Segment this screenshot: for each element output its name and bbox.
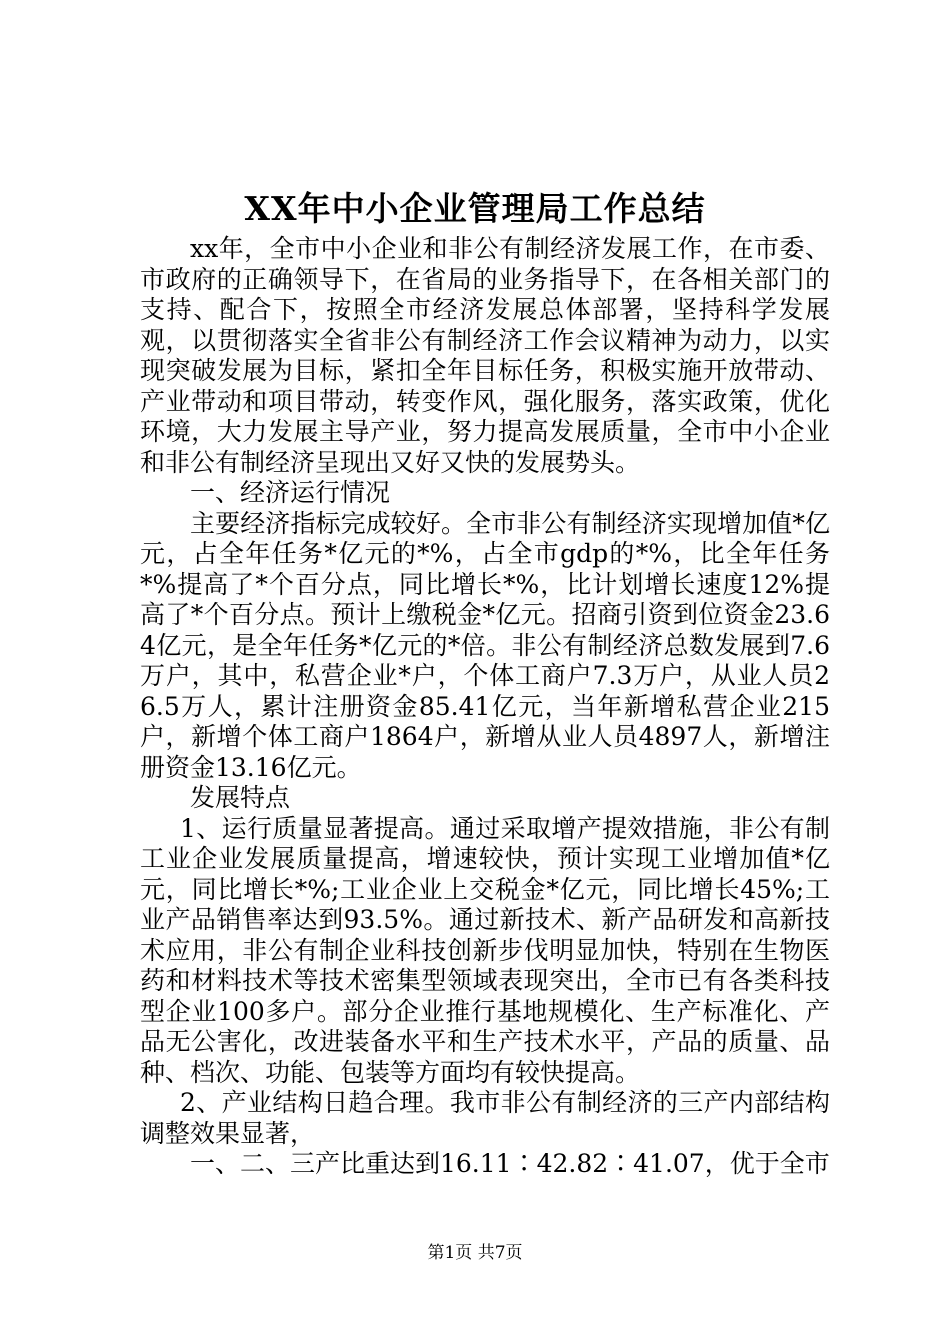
document-title: XX年中小企业管理局工作总结 xyxy=(244,189,706,228)
section-heading-features: 发展特点 xyxy=(190,783,291,812)
page-number-footer: 第1页 共7页 xyxy=(427,1243,523,1263)
paragraph-industry-structure: 2、产业结构日趋合理。我市非公有制经济的三产内部结构调整效果显著， xyxy=(140,1088,830,1148)
paragraph-intro: xx年，全市中小企业和非公有制经济发展工作，在市委、市政府的正确领导下，在省局的业务指导下，在各相关部门的支持、配合下，按照全市经济发展总体部署，坚持科学发展观，以贯彻落实全省非公有制经济工作会议精神为动力，以实现突破发展为目标，紧扣全年目标任务，积极实施开放带动、产业带动和项目带动，转变作风，强化服务，落实政策，优化环境，大力发展主导产业，努力提高发展质量，全市中小企业和非公有制经济呈现出又好又快的发展势头。 xyxy=(140,234,830,477)
paragraph-main-indicators: 主要经济指标完成较好。全市非公有制经济实现增加值*亿元，占全年任务*亿元的*%，占全市gdp的*%，比全年任务*%提高了*个百分点，同比增长*%，比计划增长速度12%提高了*个百分点。预计上缴税金*亿元。招商引资到位资金23.64亿元，是全年任务*亿元的*倍。非公有制经济总数发展到7.6万户，其中，私营企业*户，个体工商户7.3万户，从业人员26.5万人，累计注册资金85.41亿元，当年新增私营企业215户，新增个体工商户1864户，新增从业人员4897人，新增注册资金13.16亿元。 xyxy=(140,508,830,782)
document-body xyxy=(140,234,830,1180)
paragraph-industry-ratio: 一、二、三产比重达到16.11∶42.82∶41.07，优于全市 xyxy=(190,1149,830,1178)
paragraph-quality-improvement: 1、运行质量显著提高。通过采取增产提效措施，非公有制工业企业发展质量提高，增速较快，预计实现工业增加值*亿元，同比增长*%;工业企业上交税金*亿元，同比增长45%;工业产品销售率达到93.5%。通过新技术、新产品研发和高新技术应用，非公有制企业科技创新步伐明显加快，特别在生物医药和材料技术等技术密集型领域表现突出，全市已有各类科技型企业100多户。部分企业推行基地规模化、生产标准化、产品无公害化，改进装备水平和生产技术水平，产品的质量、品种、档次、功能、包装等方面均有较快提高。 xyxy=(140,813,830,1087)
section-heading-economic-operation: 一、经济运行情况 xyxy=(190,478,391,507)
